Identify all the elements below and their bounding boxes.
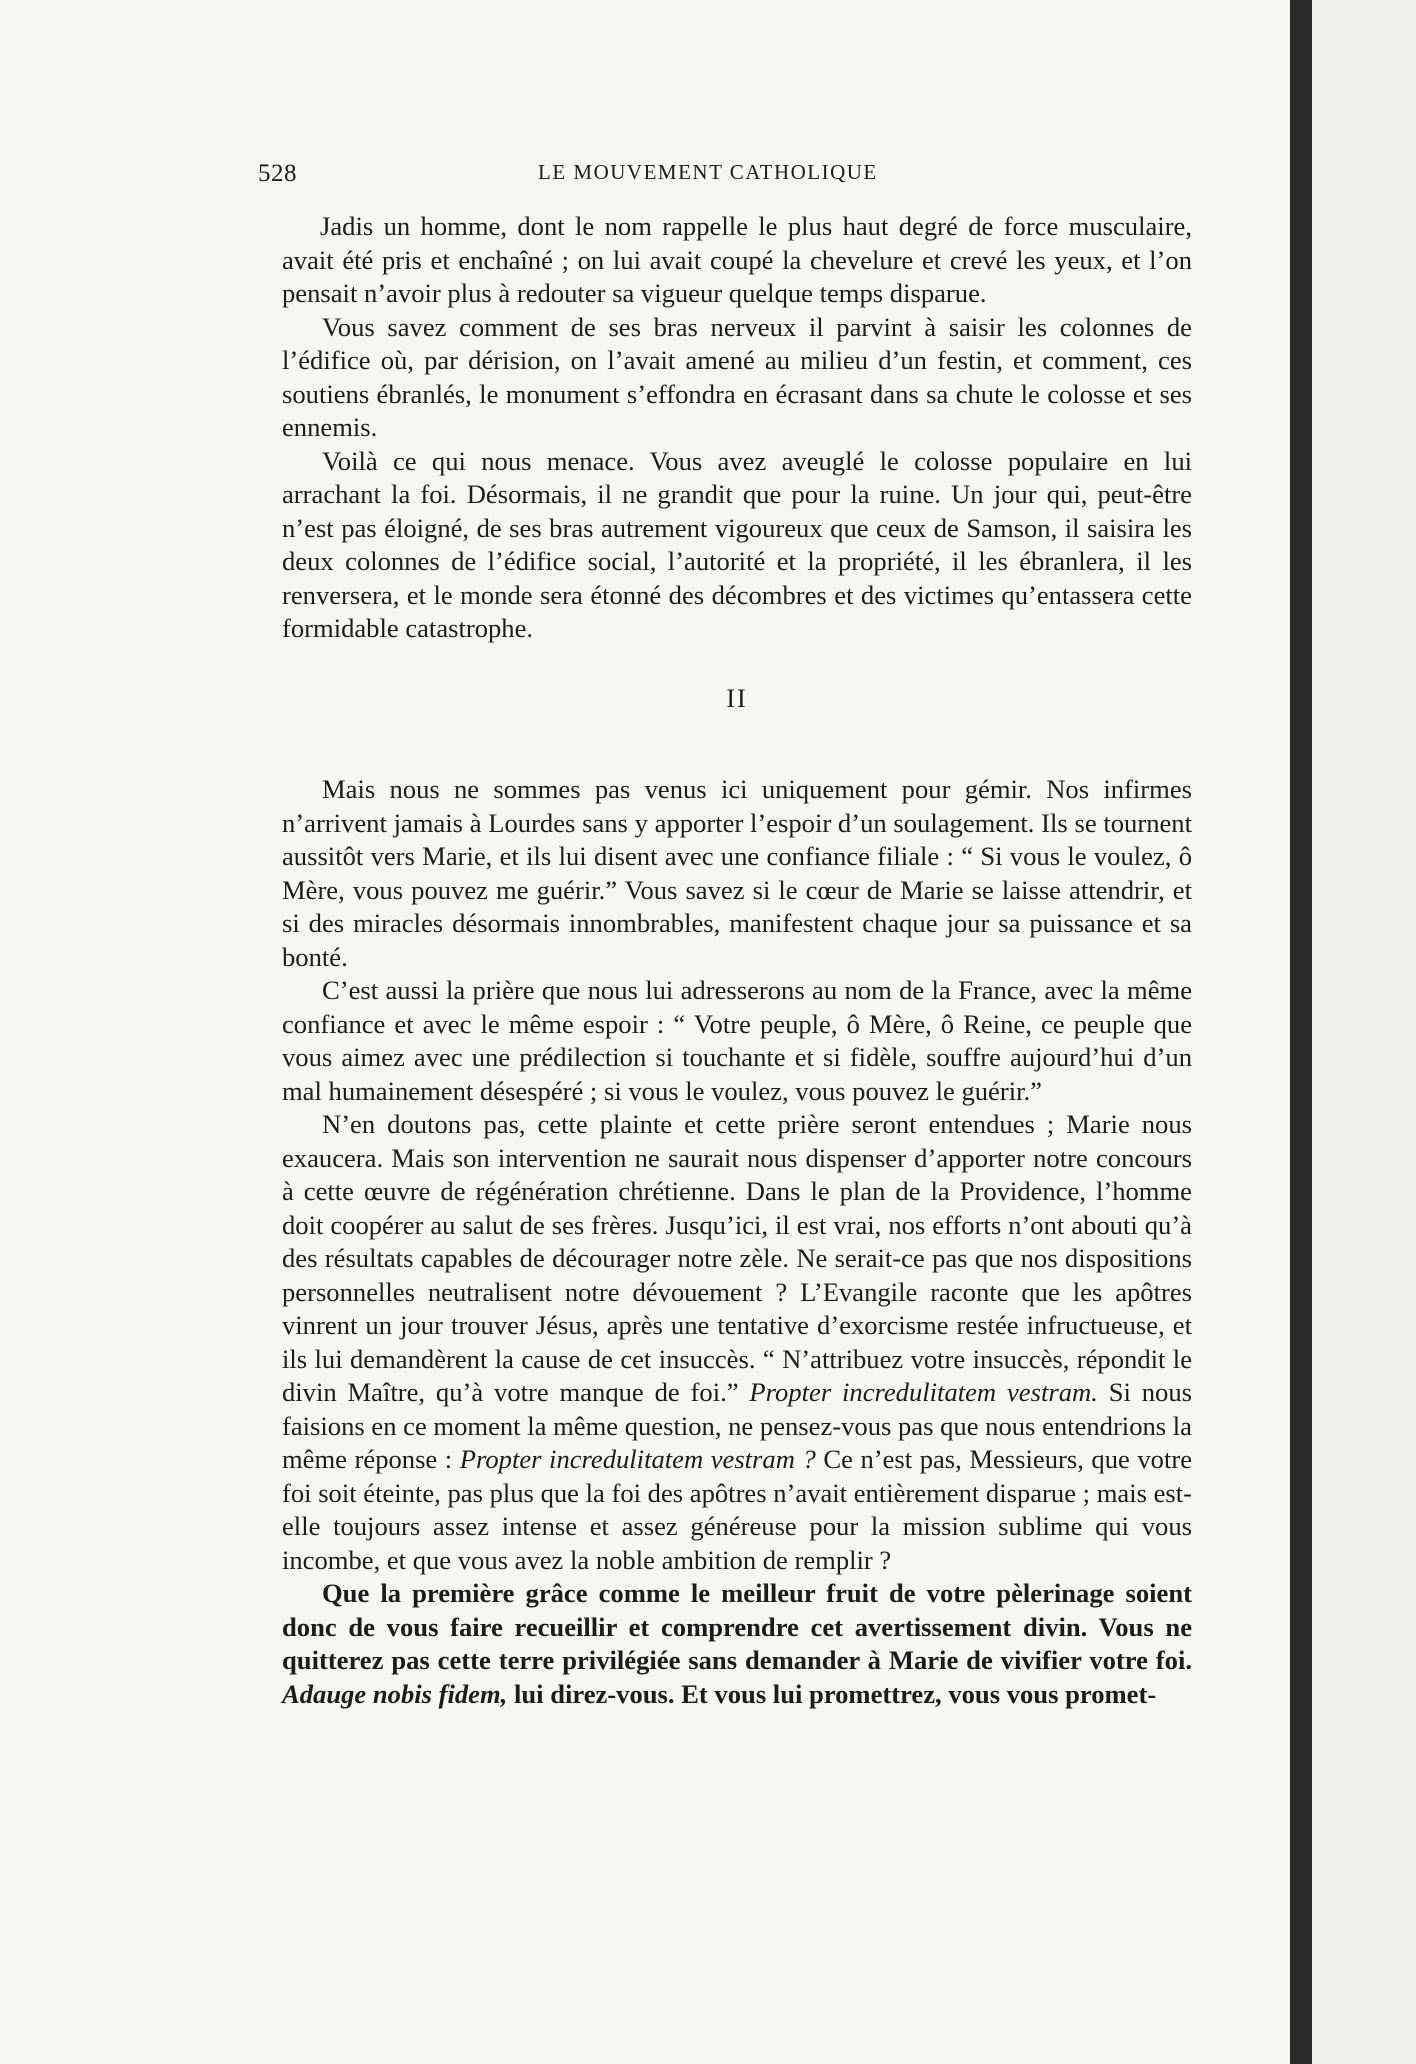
running-title: LE MOUVEMENT CATHOLIQUE [538, 160, 878, 184]
paragraph-columns: Vous savez comment de ses bras nerveux il parvint à saisir les colonnes de l’édifice où, par dérision, on l’avait amené au milieu d’un festin, et comment, ces soutiens ébranlés, le monument s’effondra en écrasant dans sa chute le colosse et ses ennemis. [282, 311, 1192, 442]
paragraph-samson-story: Jadis un homme, dont le nom rappelle le plus haut degré de force musculaire, avait été pris et enchaîné ; on lui avait coupé la chevelure et crevé les yeux, et l’on pensait n’avoir plus à redouter sa vigueur quelque temps disparue. [282, 211, 1192, 308]
paragraph-lourdes-hope: Mais nous ne sommes pas venus ici uniquement pour gémir. Nos infirmes n’arrivent jamais à Lourdes sans y apporter l’espoir d’un soulagement. Ils se tournent aussitôt vers Marie, et ils lui disent avec une confiance filiale : “ Si vous le voulez, ô Mère, vous pouvez me guérir.” Vous savez si le cœur de Marie se laisse attendrir, et si des miracles désormais innombrables, manifestent chaque jour sa puissance et sa bonté. [282, 774, 1192, 972]
latin-quote: Propter incredulitatem vestram. [749, 1377, 1098, 1407]
running-head [258, 160, 1208, 196]
latin-quote: Propter incredulitatem vestram ? [459, 1444, 816, 1474]
paragraph-text: Que la première grâce comme le meilleur fruit de votre pèlerinage soient donc de vous faire recueillir et comprendre cet avertissement divin. Vous ne quitterez pas cette terre privilégiée sans demander à Marie de vivifier votre foi. [282, 1578, 1192, 1675]
latin-quote: Adauge nobis fidem, [282, 1678, 508, 1709]
page-gutter-shadow [1290, 0, 1312, 2064]
paragraph-prayer-france: C’est aussi la prière que nous lui adresserons au nom de la France, avec la même confiance et avec le même espoir : “ Votre peuple, ô Mère, ô Reine, ce peuple que vous aimez avec une prédilection si touchante et si fidèle, souffre aujourd’hui d’un mal humainement désespéré ; si vous le voulez, vous pouvez le guérir.” [282, 975, 1192, 1106]
paragraph-incredulity [282, 1108, 1192, 1577]
facing-page-edge [1312, 0, 1416, 2064]
paragraph-threat: Voilà ce qui nous menace. Vous avez aveuglé le colosse populaire en lui arrachant la foi. Désormais, il ne grandit que pour la ruine. Un jour qui, peut-être n’est pas éloigné, de ses bras autrement vigoureux que ceux de Samson, il saisira les deux colonnes de l’édifice social, l’autorité et la propriété, il les ébranlera, il les renversera, et le monde sera étonné des décombres et des victimes qu’entassera cette formidable catastrophe. [282, 445, 1192, 643]
paragraph-text: Si nous faisions en ce moment la même question, ne pensez-vous pas que nous entendrions la même réponse : [282, 1377, 1192, 1474]
section-heading: II [726, 683, 748, 713]
body-text [282, 210, 1192, 1711]
paragraph-pilgrimage-grace [282, 1577, 1192, 1711]
paragraph-text: N’en doutons pas, cette plainte et cette prière seront entendues ; Marie nous exaucera. Mais son intervention ne saurait nous dispenser d’apporter notre concours à cette œuvre de régénération chrétienne. Dans le plan de la Providence, l’homme doit coopérer au salut de ses frères. Jusqu’ici, il est vrai, nos efforts n’ont abouti qu’à des résultats capables de décourager notre zèle. Ne serait-ce pas que nos dispositions personnelles neutralisent notre dévouement ? L’Evangile raconte que les apôtres vinrent un jour trouver Jésus, après une tentative d’exorcisme restée infructueuse, et ils lui demandèrent la cause de cet insuccès. “ N’attribuez votre insuccès, répondit le divin Maître, qu’à votre manque de foi.” [282, 1109, 1192, 1407]
paragraph-text: Ce n’est pas, Messieurs, que votre foi soit éteinte, pas plus que la foi des apôtres n’avait entièrement disparue ; mais est-elle toujours assez intense et assez généreuse pour la mission sublime qui vous incombe, et que vous avez la noble ambition de remplir ? [282, 1444, 1192, 1575]
page-number: 528 [258, 160, 297, 187]
paragraph-text: lui direz-vous. Et vous lui promettrez, vous vous promet- [507, 1678, 1157, 1709]
